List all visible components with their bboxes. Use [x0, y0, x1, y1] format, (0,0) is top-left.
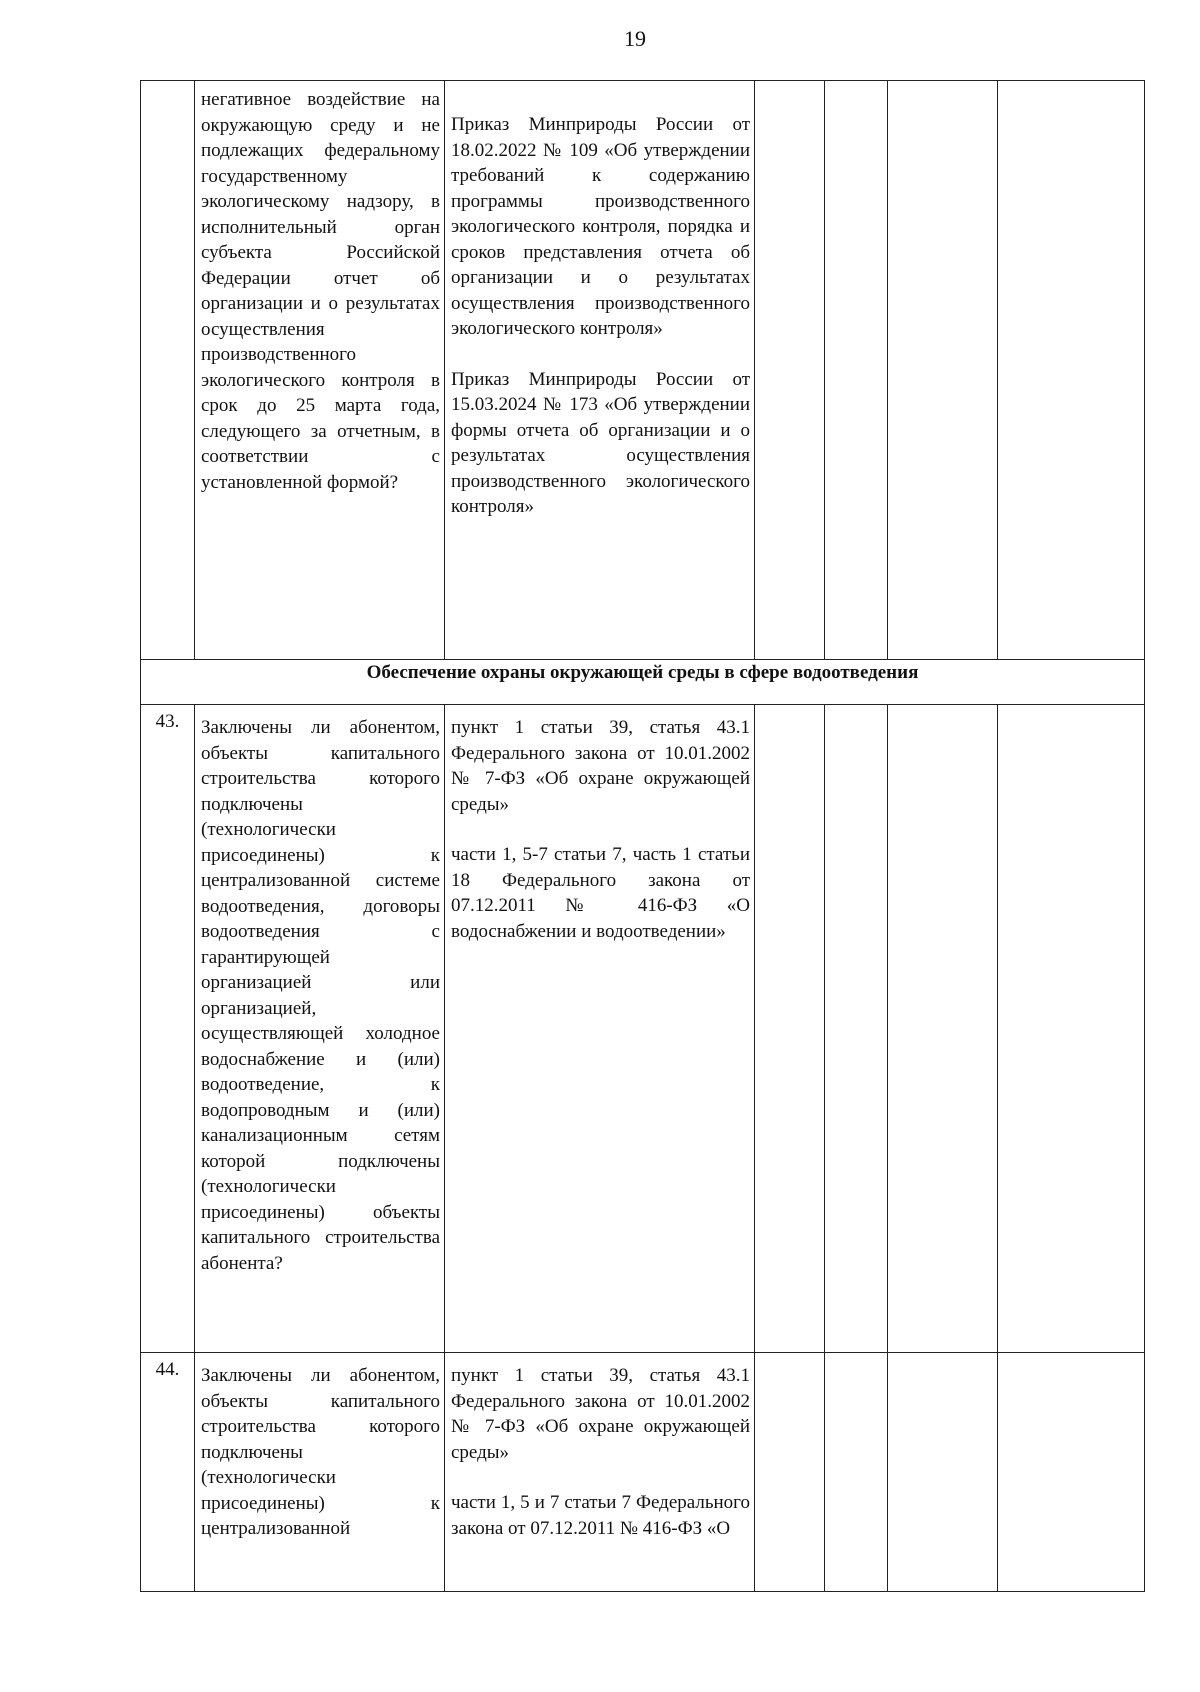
- reference-text: Приказ Минприроды России от 15.03.2024 № 173 «Об утверждении формы отчета об организации и о результатах осуществления производственного экологического контроля»: [451, 368, 750, 517]
- reference-text: пункт 1 статьи 39, статья 43.1 Федерального закона от 10.01.2002 № 7-ФЗ «Об охране окружающей среды»: [451, 717, 750, 815]
- question-text: Заключены ли абонентом, объекты капитального строительства которого подключены (технологически присоединены) к централизованной системе водоотведения, договоры водоотведения с гарантирующей организацией или организацией, осуществляющей холодное водоснабжение и (или) водоотведение, к водопроводным и (или) канализационным сетям которой подключены (технологически присоединены) объекты капитального строительства абонента?: [201, 717, 440, 1274]
- references-cell: [445, 81, 755, 660]
- note-cell: [998, 1353, 1145, 1592]
- note-cell: [998, 705, 1145, 1353]
- section-title: Обеспечение охраны окружающей среды в сфере водоотведения: [141, 660, 1145, 705]
- row-number-cell: 43.: [141, 705, 195, 1353]
- answer-cell: [888, 81, 998, 660]
- question-text: Заключены ли абонентом, объекты капитального строительства которого подключены (технологически присоединены) к централизованной: [201, 1365, 440, 1539]
- row-number-cell: 44.: [141, 1353, 195, 1592]
- row-number-cell: [141, 81, 195, 660]
- reference-text: части 1, 5-7 статьи 7, часть 1 статьи 18 Федерального закона от 07.12.2011 № 416-ФЗ «О водоснабжении и водоотведении»: [451, 844, 750, 942]
- page-number: 19: [624, 26, 646, 51]
- answer-cell: [888, 705, 998, 1353]
- answer-cell: [888, 1353, 998, 1592]
- question-cell: [195, 81, 445, 660]
- answer-cell: [755, 705, 825, 1353]
- answer-cell: [755, 1353, 825, 1592]
- question-text: негативное воздействие на окружающую среду и не подлежащих федеральному государственному экологическому надзору, в исполнительный орган субъекта Российской Федерации отчет об организации и о результатах осуществления производственного экологического контроля в срок до 25 марта года, следующего за отчетным, в соответствии с установленной формой?: [201, 89, 440, 493]
- section-header-row: [141, 660, 1145, 705]
- table-row: [141, 705, 1145, 1353]
- answer-cell: [825, 705, 888, 1353]
- references-cell: [445, 1353, 755, 1592]
- note-cell: [998, 81, 1145, 660]
- answer-cell: [825, 81, 888, 660]
- answer-cell: [825, 1353, 888, 1592]
- table-row: [141, 1353, 1145, 1592]
- reference-text: Приказ Минприроды России от 18.02.2022 № 109 «Об утверждении требований к содержанию программы производственного экологического контроля, порядка и сроков представления отчета об организации и о результатах осуществления производственного экологического контроля»: [451, 114, 750, 339]
- table-row: [141, 81, 1145, 660]
- reference-text: пункт 1 статьи 39, статья 43.1 Федерального закона от 10.01.2002 № 7-ФЗ «Об охране окружающей среды»: [451, 1365, 750, 1463]
- question-cell: [195, 705, 445, 1353]
- checklist-table: [140, 80, 1145, 1592]
- question-cell: [195, 1353, 445, 1592]
- references-cell: [445, 705, 755, 1353]
- answer-cell: [755, 81, 825, 660]
- reference-text: части 1, 5 и 7 статьи 7 Федерального закона от 07.12.2011 № 416-ФЗ «О: [451, 1492, 750, 1539]
